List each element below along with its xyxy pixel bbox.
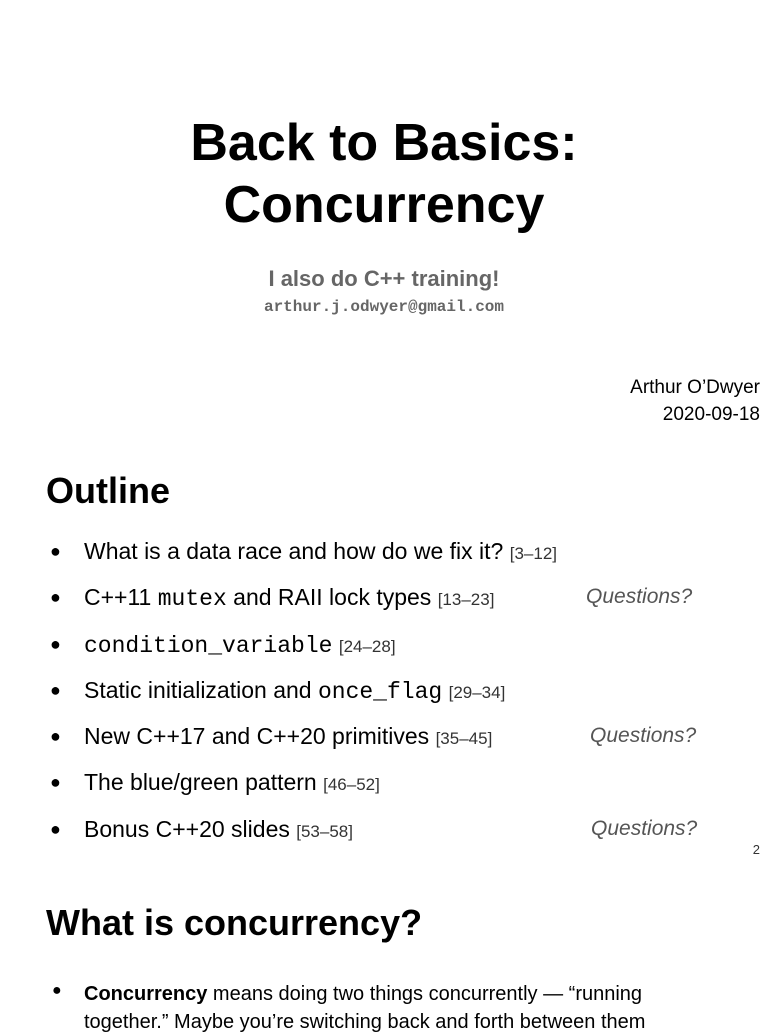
list-item-text: C++11 mutex and RAII lock types [13–23] (84, 584, 495, 612)
slide-heading: What is concurrency? (46, 902, 423, 943)
title-line-2: Concurrency (223, 176, 545, 234)
presentation-date: 2020-09-18 (662, 404, 760, 425)
slide-title (0, 112, 768, 236)
questions-note: Questions? (586, 585, 693, 608)
subtitle: I also do C++ training! (268, 266, 500, 291)
concurrency-slide (0, 864, 768, 1033)
slide-range: [53–58] (296, 822, 353, 841)
bullet-icon: ● (50, 772, 61, 792)
list-item (0, 721, 768, 751)
bold-term: Concurrency (84, 983, 208, 1005)
bullet-icon: ● (50, 819, 61, 839)
page-number: 2 (752, 842, 760, 857)
title-slide (0, 0, 768, 432)
list-item-text: Static initialization and once_flag [29–34] (84, 677, 506, 705)
slide-range: [46–52] (323, 775, 380, 794)
bullet-icon: ● (50, 680, 61, 700)
list-item (0, 675, 768, 705)
slide-range: [3–12] (509, 544, 557, 563)
paragraph (84, 980, 724, 1036)
list-item-text: condition_variable [24–28] (84, 633, 396, 659)
outline-heading: Outline (46, 470, 170, 511)
slide-range: [35–45] (435, 729, 493, 748)
questions-note: Questions? (591, 817, 698, 840)
email-address: arthur.j.odwyer@gmail.com (263, 298, 505, 316)
list-item (0, 629, 768, 659)
title-line-1: Back to Basics: (190, 114, 578, 172)
outline-slide (0, 432, 768, 864)
list-item-text: What is a data race and how do we fix it? [3–12] (84, 538, 557, 564)
list-item (0, 536, 768, 566)
bullet-icon: ● (50, 634, 61, 654)
questions-note: Questions? (590, 724, 697, 747)
list-item-text: New C++17 and C++20 primitives [35–45] (84, 723, 493, 749)
list-item-text: Bonus C++20 slides [53–58] (84, 816, 353, 842)
slide-range: [29–34] (448, 683, 506, 702)
bullet-icon: ● (50, 541, 61, 561)
list-item (0, 767, 768, 797)
bullet-icon: ● (52, 982, 62, 999)
slide-range: [24–28] (338, 637, 396, 656)
bullet-icon: ● (50, 587, 61, 607)
list-item (0, 582, 768, 612)
list-item (0, 814, 768, 844)
bullet-icon: ● (50, 726, 61, 746)
slide-range: [13–23] (437, 590, 495, 609)
author-name: Arthur O’Dwyer (630, 377, 760, 398)
list-item-text: The blue/green pattern [46–52] (84, 769, 380, 795)
author-block (630, 374, 760, 428)
paragraph-text: means doing two things concurrently — “running together.” Maybe you’re switching back and forth between them (84, 983, 646, 1033)
